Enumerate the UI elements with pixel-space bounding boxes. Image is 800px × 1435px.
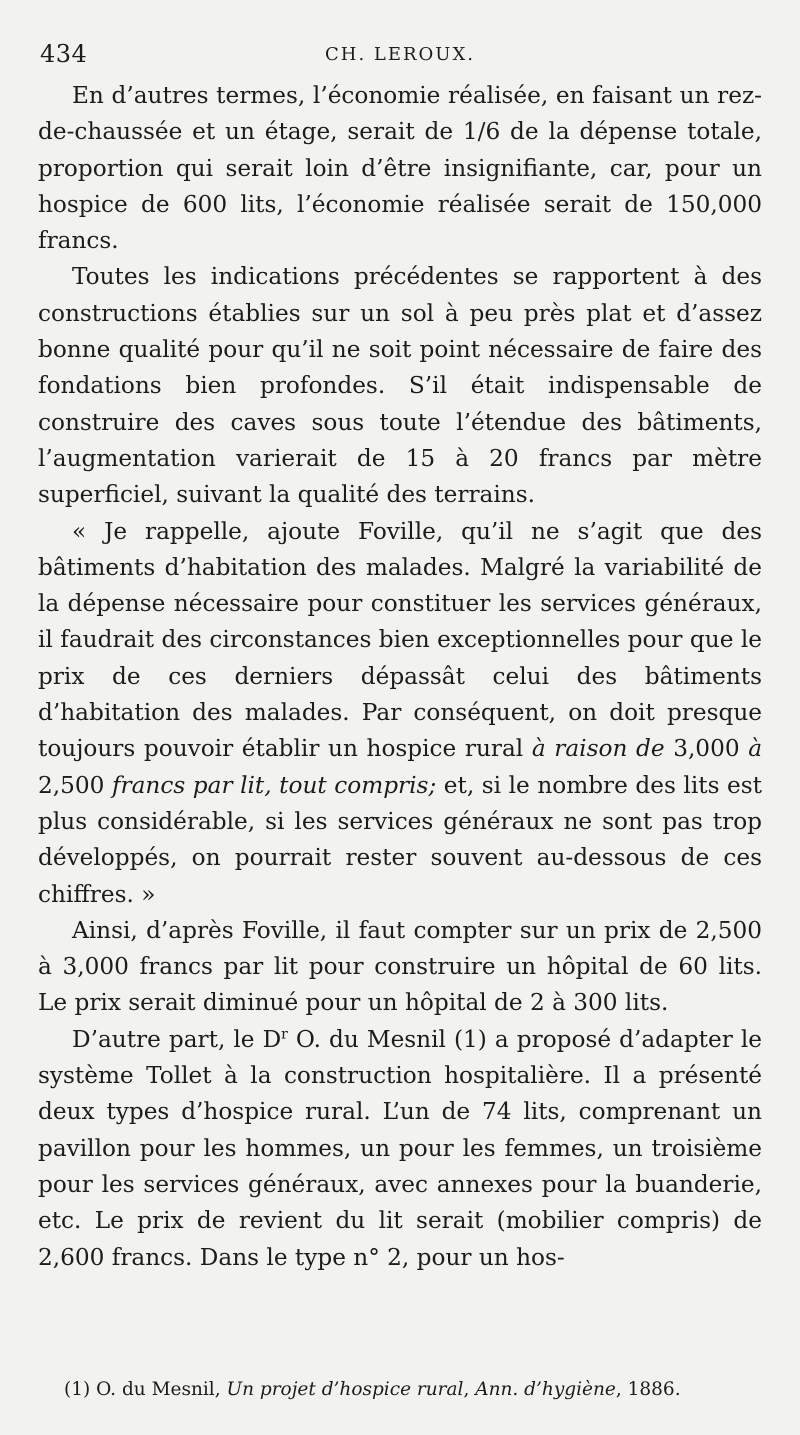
running-head: CH. LEROUX.	[324, 44, 476, 65]
paragraph-5	[38, 1022, 762, 1276]
footnote-author: O. du Mesnil,	[90, 1379, 227, 1400]
footnote-separator: ,	[463, 1379, 476, 1400]
page-header	[40, 40, 760, 76]
paragraph-4: Ainsi, d’après Foville, il faut compter sur un prix de 2,500 à 3,000 francs par lit pour construire un hôpital de 60 lits. Le prix serait diminué pour un hôpital de 2 à 300 lits.	[38, 916, 762, 1017]
page-number: 434	[40, 40, 88, 68]
quote-text-start: « Je rappelle, ajoute Foville, qu’il ne s’agit que des bâtiments d’habitation des malades. Malgré la variabilité de la dépense nécessaire pour constituer les services généraux, il faudrait des circonstances bien exceptionnelles pour que le prix de ces derniers dépassât celui des bâtiments d’habitation des malades. Par conséquent, on doit presque toujours pouvoir établir un hospice rural	[38, 517, 762, 763]
paragraph-3-quote	[38, 514, 762, 913]
quote-italic-1: à raison de	[531, 735, 665, 763]
quote-text-mid-2: 2,500	[38, 771, 112, 799]
quote-italic-3: francs par lit, tout compris;	[111, 771, 437, 799]
footnote-year: , 1886.	[615, 1379, 681, 1400]
doctor-superscript: r	[281, 1025, 288, 1042]
body-text	[38, 78, 762, 1276]
footnote-title: Un projet d’hospice rural	[226, 1379, 464, 1400]
paragraph-2: Toutes les indications précédentes se rapportent à des constructions établies sur un sol à peu près plat et d’assez bonne qualité pour qu’il ne soit point nécessaire de faire des fondations bien profondes. S’il était indispensable de construire des caves sous toute l’étendue des bâtiments, l’augmentation varierait de 15 à 20 francs par mètre superficiel, suivant la qualité des terrains.	[38, 263, 762, 509]
quote-text-mid-1: 3,000	[664, 735, 749, 763]
paragraph-5-start: D’autre part, le D	[72, 1025, 282, 1053]
paragraph-5-end: O. du Mesnil (1) a proposé d’adapter le système Tollet à la construction hospitalière. Il a présenté deux types d’hospice rural. L’un de 74 lits, comprenant un pavillon pour les hommes, un pour les femmes, un troisième pour les services généraux, avec annexes pour la buanderie, etc. Le prix de revient du lit serait (mobilier compris) de 2,600 francs. Dans le type n° 2, pour un hos-	[38, 1025, 762, 1271]
quote-text-end: et, si le nombre des lits est plus considérable, si les services généraux ne sont pas trop développés, on pourrait rester souvent au-dessous de ces chiffres. »	[38, 771, 762, 908]
footnote-marker: (1)	[64, 1379, 91, 1400]
paragraph-1: En d’autres termes, l’économie réalisée, en faisant un rez-de-chaussée et un étage, serait de 1/6 de la dépense totale, proportion qui serait loin d’être insignifiante, car, pour un hospice de 600 lits, l’économie réalisée serait de 150,000 francs.	[38, 82, 762, 255]
footnote	[64, 1378, 760, 1402]
footnote-journal: Ann. d’hygiène	[475, 1379, 616, 1400]
quote-italic-2: à	[748, 735, 763, 763]
